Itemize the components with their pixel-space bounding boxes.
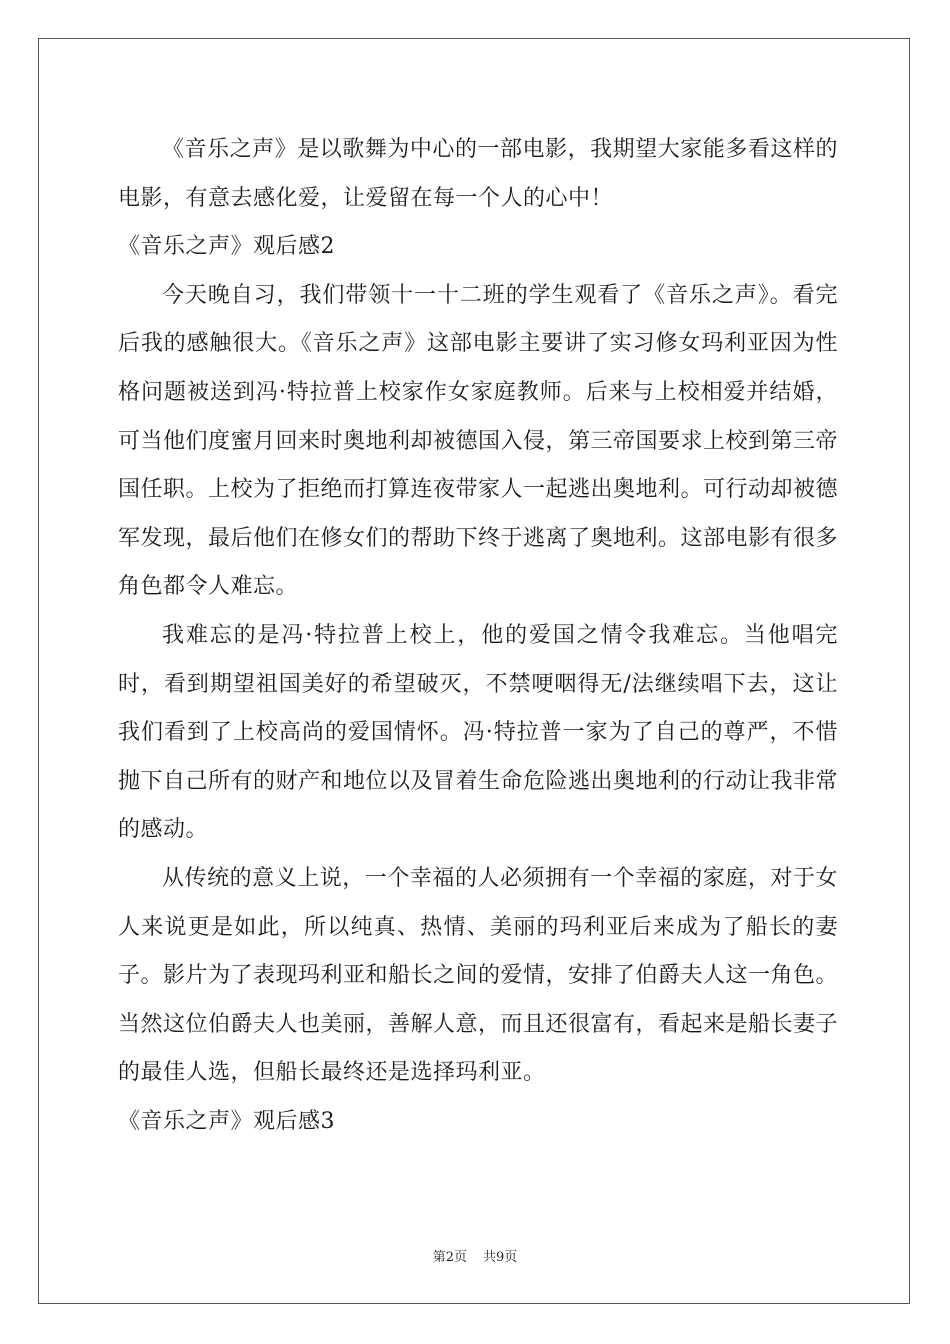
paragraph-conclusion: 《音乐之声》是以歌舞为中心的一部电影，我期望大家能多看这样的电影，有意去感化爱，让爱留在每一个人的心中！: [118, 137, 838, 211]
paragraph-family-happiness: 从传统的意义上说，一个幸福的人必须拥有一个幸福的家庭，对于女人来说更是如此，所以纯真、热情、美丽的玛利亚后来成为了船长的妻子。影片为了表现玛利亚和船长之间的爱情，安排了伯爵夫人这一角色。当然这位伯爵夫人也美丽，善解人意，而且还很富有，看起来是船长妻子的最佳人选，但船长最终还是选择玛利亚。: [118, 865, 839, 1086]
page-footer: [0, 1246, 950, 1265]
section-heading-2: 《音乐之声》观后感2: [118, 234, 335, 260]
page-number: 第2页: [432, 1250, 467, 1265]
page-total: 共9页: [483, 1250, 518, 1265]
paragraph-plot-summary: 今天晚自习，我们带领十一十二班的学生观看了《音乐之声》。看完后我的感触很大。《音乐之声》这部电影主要讲了实习修女玛利亚因为性格问题被送到冯·特拉普上校家作女家庭教师。后来与上校相爱并结婚，可当他们度蜜月回来时奥地利却被德国入侵，第三帝国要求上校到第三帝国任职。上校为了拒绝而打算连夜带家人一起逃出奥地利。可行动却被德军发现，最后他们在修女们的帮助下终于逃离了奥地利。这部电影有很多角色都令人难忘。: [118, 282, 839, 600]
section-heading-3: 《音乐之声》观后感3: [118, 1108, 335, 1134]
document-body: [118, 126, 838, 1146]
paragraph-captain-patriotism: 我难忘的是冯·特拉普上校上，他的爱国之情令我难忘。当他唱完时，看到期望祖国美好的希望破灭，不禁哽咽得无/法继续唱下去，这让我们看到了上校高尚的爱国情怀。冯·特拉普一家为了自己的尊严，不惜抛下自己所有的财产和地位以及冒着生命危险逃出奥地利的行动让我非常的感动。: [118, 622, 839, 843]
